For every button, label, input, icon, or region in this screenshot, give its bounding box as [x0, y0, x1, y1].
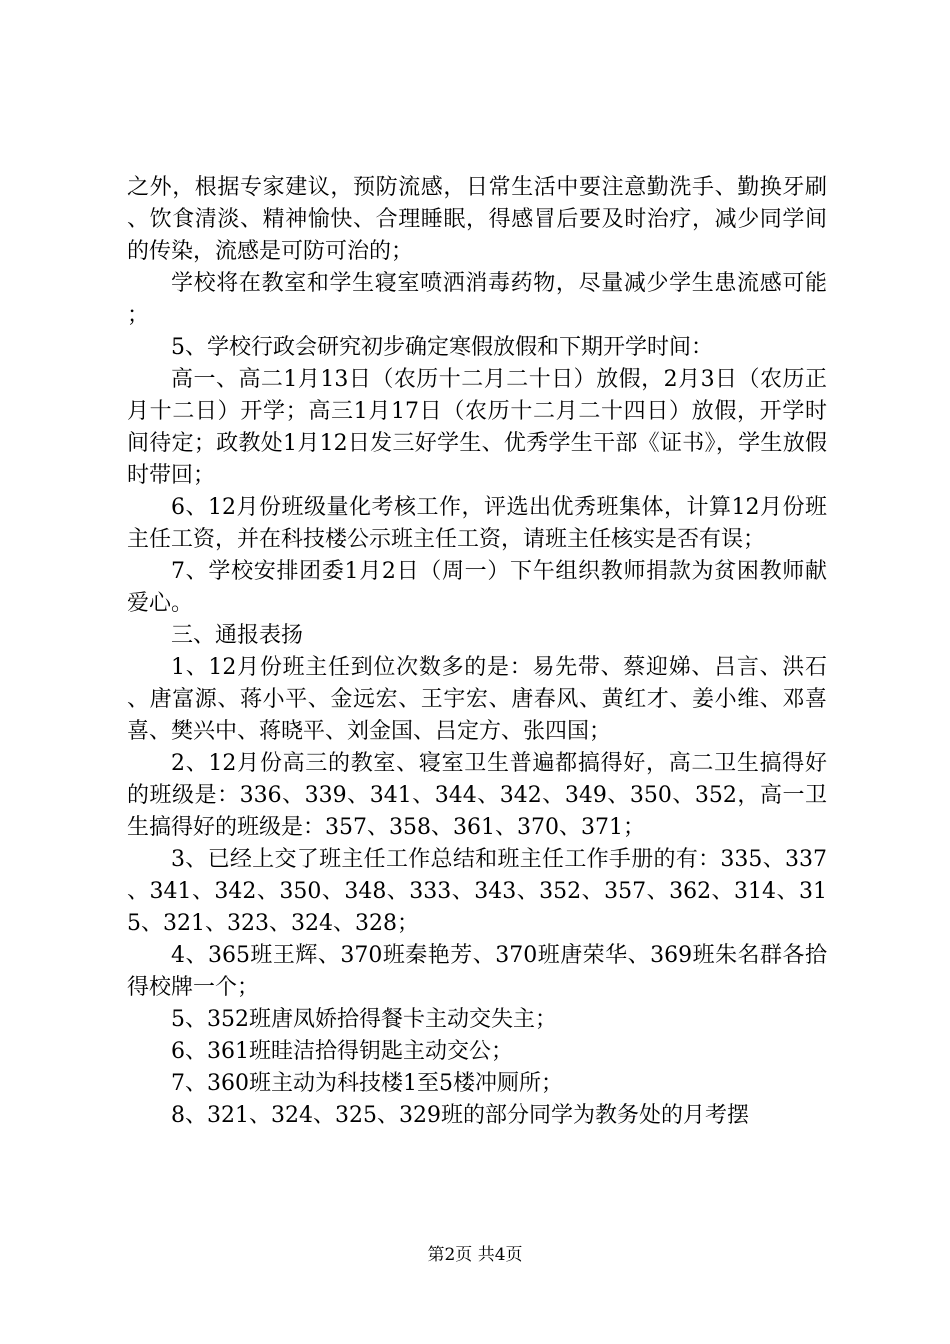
- section-heading-commendation: 三、通报表扬: [171, 623, 304, 648]
- paragraph-commend-6: 6、361班眭洁拾得钥匙主动交公；: [171, 1039, 513, 1064]
- paragraph-continuation: 之外，根据专家建议，预防流感，日常生活中要注意勤洗手、勤换牙刷、饮食清淡、精神愉快、合理睡眠，得感冒后要及时治疗，减少同学间的传染，流感是可防可治的；: [127, 175, 827, 264]
- paragraph-commend-3: 3、已经上交了班主任工作总结和班主任工作手册的有：335、337、341、342、350、348、333、343、352、357、362、314、315、321、323、324、328；: [127, 847, 827, 936]
- paragraph-item-7-donation: 7、学校安排团委1月2日（周一）下午组织教师捐款为贫困教师献爱心。: [127, 559, 827, 616]
- paragraph-commend-1: 1、12月份班主任到位次数多的是：易先带、蔡迎娣、吕言、洪石、唐富源、蒋小平、金远宏、王宇宏、唐春风、黄红才、姜小维、邓喜喜、樊兴中、蒋晓平、刘金国、吕定方、张四国；: [127, 655, 827, 744]
- paragraph-item-6-assessment: 6、12月份班级量化考核工作，评选出优秀班集体，计算12月份班主任工资，并在科技楼公示班主任工资，请班主任核实是否有误；: [127, 495, 827, 552]
- document-body: [127, 172, 827, 1132]
- page-number-label: 第2页 共4页: [427, 1245, 523, 1265]
- paragraph-vacation-dates: 高一、高二1月13日（农历十二月二十日）放假，2月3日（农历正月十二日）开学；高三1月17日（农历十二月二十四日）放假，开学时间待定；政教处1月12日发三好学生、优秀学生干部《证书》，学生放假时带回；: [127, 367, 827, 488]
- paragraph-commend-5: 5、352班唐凤娇拾得餐卡主动交失主；: [171, 1007, 557, 1032]
- paragraph-commend-8: 8、321、324、325、329班的部分同学为教务处的月考摆: [171, 1103, 749, 1128]
- paragraph-item-5-vacation: 5、学校行政会研究初步确定寒假放假和下期开学时间：: [171, 335, 713, 360]
- paragraph-commend-4: 4、365班王辉、370班秦艳芳、370班唐荣华、369班朱名群各拾得校牌一个；: [127, 943, 827, 1000]
- paragraph-disinfection: 学校将在教室和学生寝室喷洒消毒药物，尽量减少学生患流感可能；: [127, 271, 827, 328]
- paragraph-commend-7: 7、360班主动为科技楼1至5楼冲厕所；: [171, 1071, 563, 1096]
- page-footer: [0, 1244, 950, 1266]
- paragraph-commend-2: 2、12月份高三的教室、寝室卫生普遍都搞得好，高二卫生搞得好的班级是：336、339、341、344、342、349、350、352，高一卫生搞得好的班级是：357、358、361、370、371；: [127, 751, 827, 840]
